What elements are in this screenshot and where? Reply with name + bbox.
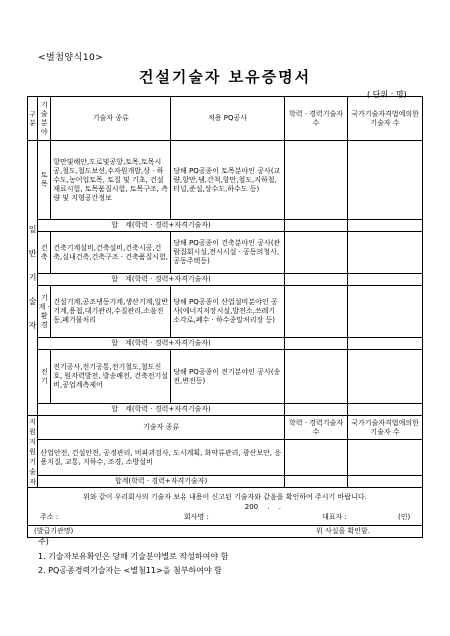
nat-subtotal-mechanical[interactable] [348,338,423,350]
edu-count-architecture[interactable] [284,232,347,274]
table-row [28,476,423,488]
nat-count-architecture[interactable] [348,232,423,274]
subtotal-mechanical: 합 계(학력 · 경력+자격기술자) [38,338,285,350]
tech-types-mechanical: 건설기계,공조냉동기계,생산기계,일반기계,용접,대기관리,수질관리,소음진동,폐기물처리 [51,286,171,338]
unit-label: ( 단위 : 명) [367,90,407,99]
issuer-name: (발급기관명) [34,527,74,535]
edu-count-civil[interactable] [284,141,347,220]
nat-count-mechanical[interactable] [348,286,423,338]
notes-heading: 주) [38,537,49,546]
nat-subtotal-electrical[interactable] [348,404,423,416]
ceo-label: 대표자 : [322,512,347,521]
table-row [28,232,423,274]
address-label: 주소 : [40,512,59,521]
general-category-label: 일 반 기 술 자 [28,141,38,416]
support-header-tech-type: 기술자 종류 [38,416,285,440]
nat-count-civil[interactable] [348,141,423,220]
table-row [28,404,423,416]
nat-subtotal-architecture[interactable] [348,274,423,286]
edu-count-electrical[interactable] [284,350,347,404]
edu-count-mechanical[interactable] [284,286,347,338]
tech-types-architecture: 건축기계설비,건축설비,건축시공,건축,실내건축,건축구조 · 건축품질시험, [51,232,171,274]
header-row [28,97,423,141]
field-mechanical-environment: 기계 · 환경 [38,286,51,338]
issuer-cell [28,526,423,538]
issuer-confirm: 위 사실을 확인함. [316,527,371,535]
edu-subtotal-mechanical[interactable] [284,338,347,350]
field-architecture: 건축 [38,232,51,274]
confirmation-cell [28,488,423,526]
table-row [28,274,423,286]
subtotal-civil: 합 계(학력 · 경력+자격기술자) [38,220,285,232]
date-line: 200 . . [244,502,281,511]
field-electrical: 전기 [38,350,51,404]
subtotal-electrical: 합 계(학력 · 경력+자격기술자) [38,404,285,416]
table-row [28,338,423,350]
applicable-electrical: 당해 PQ공종이 전기분야인 공사(송전,변전등) [171,350,285,404]
support-header-nat-count: 국가기술자격법에의한기술자 수 [348,416,423,440]
confirmation-sentence: 위와 같이 우리회사의 기술자 보유 내용이 신고된 기술자와 같음을 확인하여 주시기 바랍니다. [83,492,367,501]
note-item: 2. PQ공종경력기술자는 <별첨11>을 첨부하여야 함 [38,566,222,575]
header-nat-count: 국가기술자격법에의한기술자 수 [348,97,423,141]
header-category: 구분 [28,97,38,141]
header-edu-count: 학력 · 경력기술자 수 [284,97,347,141]
table-row [28,350,423,404]
edu-subtotal-architecture[interactable] [284,274,347,286]
table-row [28,141,423,220]
applicable-mechanical: 당해 PQ공종이 산업설비분야인 공사(에너지저장시설,발전소,쓰레기소각로,폐수 · 하수종말처리장 등) [171,286,285,338]
edu-subtotal-civil[interactable] [284,220,347,232]
note-item: 1. 기술자보유확인은 당해 기술분야별로 작성하여야 함 [38,551,229,561]
applicable-architecture: 당해 PQ공종이 건축분야인 공사(관람집회시설,전시시설 · 공동의청사,공동주택등) [171,232,285,274]
support-nat-subtotal[interactable] [348,476,423,488]
field-civil: 토목 [38,141,51,220]
header-applicable: 적용 PQ공사 [171,97,285,141]
support-nat-count[interactable] [348,440,423,476]
tech-types-civil: 항만및해안,도로및공항,토목,토목시공,철도,철도보선,수자원개발,상 · 하수도,농어업토목, 토질 및 기초, 건설재료시험, 토목품질시험, 토목구조, 측량 및 지형공간정보 [51,141,171,220]
signature-line [34,512,416,522]
support-header-edu-count: 학력 · 경력기술자 수 [284,416,347,440]
company-label: 회사명 : [184,512,209,521]
support-tech-types: 산업안전, 건설안전, 공정관리, 비파괴검사, 도시계획, 화약류관리, 광산보안, 응용지질, 교통, 지하수, 조경, 소방설비 [38,440,285,476]
header-field: 기술분야 [38,97,51,141]
subtotal-architecture: 합 계(학력 · 경력+자격기술자) [38,274,285,286]
support-header-row [28,416,423,440]
nat-count-electrical[interactable] [348,350,423,404]
support-category-label: 지 원 지 원 기 술 자 [29,417,37,486]
tech-types-electrical: 전기공사,전기공통,전기철도,철도신호, 원자력발전, 발송배전, 건축전기설비,공업계측제어 [51,350,171,404]
table-row [28,440,423,476]
edu-subtotal-electrical[interactable] [284,404,347,416]
certificate-table [27,96,423,538]
table-row [28,220,423,232]
support-edu-count[interactable] [284,440,347,476]
confirmation-row [28,488,423,526]
seal-mark: (인) [398,512,411,521]
annex-label: <별첨양식10> [38,53,104,63]
notes-section [38,537,228,576]
support-edu-subtotal[interactable] [284,476,347,488]
header-tech-type: 기술자 종류 [51,97,171,141]
table-row [28,286,423,338]
nat-subtotal-civil[interactable] [348,220,423,232]
support-subtotal: 합계(학력 · 경력+자격기술자) [38,476,285,488]
issuer-row [28,526,423,538]
document-title: 건설기술자 보유증명서 [138,68,312,86]
applicable-civil: 당해 PQ공종이 토목분야인 공사(교량,항만,댐,간척,항만,철도,지하철,터널,준설,상수도,하수도 등) [171,141,285,220]
